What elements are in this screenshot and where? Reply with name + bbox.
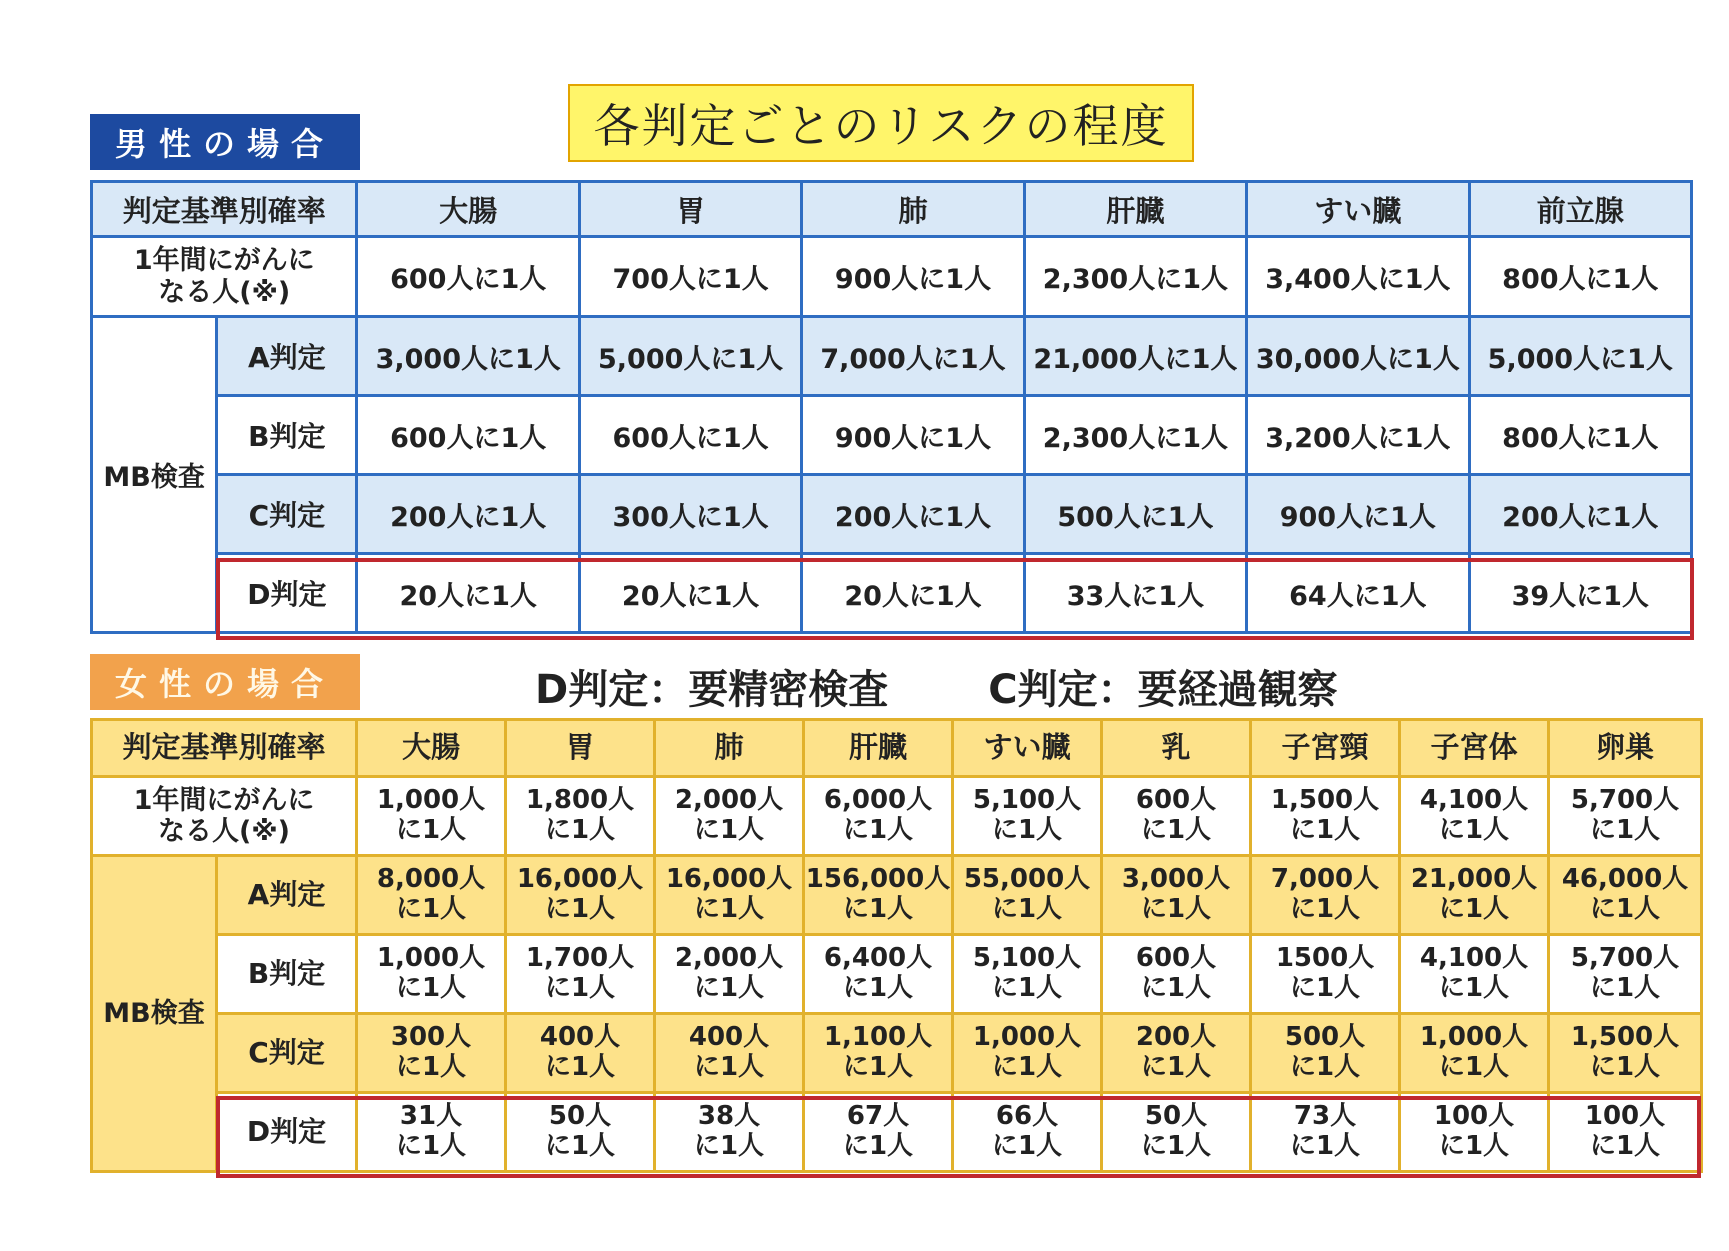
female-cell-per: に1人 [693, 973, 765, 1003]
female-col-header: 肺 [655, 720, 804, 777]
female-col-header: 乳 [1102, 720, 1251, 777]
male-col-header: 胃 [579, 182, 801, 237]
male-section-tag: 男性の場合 [90, 114, 360, 170]
female-cell-count: 16,000人 [665, 864, 793, 895]
female-cell-count: 38人 [697, 1101, 761, 1132]
male-col-header: 肺 [802, 182, 1024, 237]
male-cell: 2,300人に1人 [1024, 396, 1246, 475]
female-cell-per: に1人 [1438, 894, 1510, 924]
female-cell-count: 1,000人 [972, 1022, 1082, 1053]
female-cell-count: 500人 [1284, 1022, 1366, 1053]
female-cell-count: 50人 [548, 1101, 612, 1132]
female-cell-count: 4,100人 [1419, 785, 1529, 816]
female-cell-count: 2,000人 [674, 785, 784, 816]
female-cell [655, 1093, 804, 1172]
male-cell: 33人に1人 [1024, 554, 1246, 633]
female-cell-count: 100人 [1433, 1101, 1515, 1132]
male-baseline-cell: 2,300人に1人 [1024, 237, 1246, 317]
female-cell [357, 1093, 506, 1172]
female-cell-count: 55,000人 [963, 864, 1091, 895]
female-cell-count: 1500人 [1275, 943, 1375, 974]
grade-legend [535, 658, 1435, 714]
female-cell-per: に1人 [395, 973, 467, 1003]
female-cell [655, 856, 804, 935]
female-col-header: 子宮頸 [1251, 720, 1400, 777]
female-cell-count: 6,400人 [823, 943, 933, 974]
female-cell-count: 4,100人 [1419, 943, 1529, 974]
female-cell [357, 935, 506, 1014]
female-cell-count: 1,000人 [376, 785, 486, 816]
female-cell-per: に1人 [1140, 1052, 1212, 1082]
female-cell-per: に1人 [693, 1131, 765, 1161]
female-cell [1102, 935, 1251, 1014]
male-grade-label: D判定 [217, 554, 357, 633]
female-cell-count: 600人 [1135, 943, 1217, 974]
female-baseline-label [92, 777, 357, 856]
female-baseline-cell [655, 777, 804, 856]
male-cell: 20人に1人 [357, 554, 579, 633]
male-grade-label: B判定 [217, 396, 357, 475]
male-col-header: 前立腺 [1469, 182, 1691, 237]
female-cell-count: 46,000人 [1561, 864, 1689, 895]
male-cell: 900人に1人 [1247, 475, 1469, 554]
female-cell-per: に1人 [544, 815, 616, 845]
female-cell [1251, 856, 1400, 935]
female-cell [506, 1093, 655, 1172]
male-cell: 200人に1人 [802, 475, 1024, 554]
female-cell [1549, 856, 1702, 935]
female-cell-count: 1,800人 [525, 785, 635, 816]
male-cell: 800人に1人 [1469, 396, 1691, 475]
male-corner-header: 判定基準別確率 [92, 182, 357, 237]
female-cell-count: 5,700人 [1570, 943, 1680, 974]
female-cell [506, 1014, 655, 1093]
female-cell-per: に1人 [1438, 815, 1510, 845]
female-cell-count: 1,500人 [1270, 785, 1380, 816]
male-cell: 5,000人に1人 [579, 317, 801, 396]
female-cell-per: に1人 [1289, 1131, 1361, 1161]
female-cell-per: に1人 [1589, 1131, 1661, 1161]
female-cell-per: に1人 [395, 894, 467, 924]
female-cell-per: に1人 [395, 1052, 467, 1082]
female-cell-per: に1人 [991, 894, 1063, 924]
female-baseline-label-line2: なる人(※) [158, 816, 290, 847]
female-cell [1549, 1093, 1702, 1172]
female-grade-label: D判定 [217, 1093, 357, 1172]
female-baseline-cell [953, 777, 1102, 856]
female-grade-label: B判定 [217, 935, 357, 1014]
female-cell-per: に1人 [1438, 1131, 1510, 1161]
female-col-header: 胃 [506, 720, 655, 777]
male-cell: 200人に1人 [1469, 475, 1691, 554]
female-cell-count: 66人 [995, 1101, 1059, 1132]
female-cell-count: 156,000人 [805, 864, 951, 895]
female-cell [804, 1014, 953, 1093]
male-cell: 20人に1人 [802, 554, 1024, 633]
female-cell-per: に1人 [842, 1131, 914, 1161]
female-cell-per: に1人 [1140, 815, 1212, 845]
female-cell-per: に1人 [544, 973, 616, 1003]
male-risk-table [90, 180, 1693, 634]
female-cell-per: に1人 [842, 973, 914, 1003]
female-cell [1102, 1014, 1251, 1093]
female-cell-per: に1人 [1438, 1052, 1510, 1082]
page-title: 各判定ごとのリスクの程度 [568, 84, 1194, 162]
female-cell-count: 400人 [539, 1022, 621, 1053]
female-cell-per: に1人 [991, 973, 1063, 1003]
male-baseline-label [92, 237, 357, 317]
female-cell [953, 1093, 1102, 1172]
female-cell-per: に1人 [544, 1131, 616, 1161]
female-col-header: 卵巣 [1549, 720, 1702, 777]
female-cell-count: 31人 [399, 1101, 463, 1132]
male-baseline-label-line1: 1年間にがんに [133, 245, 315, 277]
female-cell-count: 300人 [390, 1022, 472, 1053]
male-cell: 20人に1人 [579, 554, 801, 633]
male-col-header: すい臓 [1247, 182, 1469, 237]
female-col-header: 子宮体 [1400, 720, 1549, 777]
female-cell [1251, 1014, 1400, 1093]
female-grade-label: A判定 [217, 856, 357, 935]
female-cell-per: に1人 [1589, 815, 1661, 845]
male-col-header: 肝臓 [1024, 182, 1246, 237]
male-cell: 21,000人に1人 [1024, 317, 1246, 396]
female-col-header: 肝臓 [804, 720, 953, 777]
male-cell: 64人に1人 [1247, 554, 1469, 633]
female-cell-count: 67人 [846, 1101, 910, 1132]
female-cell-count: 100人 [1584, 1101, 1666, 1132]
female-cell-per: に1人 [1589, 1052, 1661, 1082]
female-cell [1251, 935, 1400, 1014]
female-cell-per: に1人 [544, 894, 616, 924]
female-cell-count: 5,700人 [1570, 785, 1680, 816]
female-cell-count: 1,000人 [376, 943, 486, 974]
female-cell-count: 16,000人 [516, 864, 644, 895]
female-cell [1400, 1093, 1549, 1172]
female-cell-count: 1,000人 [1419, 1022, 1529, 1053]
female-cell-count: 400人 [688, 1022, 770, 1053]
female-cell-count: 5,100人 [972, 943, 1082, 974]
female-cell-per: に1人 [1589, 894, 1661, 924]
female-mb-label: MB検査 [92, 856, 217, 1172]
female-cell-per: に1人 [991, 815, 1063, 845]
female-cell [357, 856, 506, 935]
male-cell: 39人に1人 [1469, 554, 1691, 633]
female-cell-per: に1人 [1289, 894, 1361, 924]
female-baseline-cell [357, 777, 506, 856]
female-cell-per: に1人 [395, 1131, 467, 1161]
female-grade-label: C判定 [217, 1014, 357, 1093]
female-cell [655, 935, 804, 1014]
female-cell-per: に1人 [842, 815, 914, 845]
male-cell: 30,000人に1人 [1247, 317, 1469, 396]
female-cell-count: 1,100人 [823, 1022, 933, 1053]
female-cell-per: に1人 [544, 1052, 616, 1082]
female-cell-count: 2,000人 [674, 943, 784, 974]
female-cell-per: に1人 [1289, 815, 1361, 845]
female-cell-count: 7,000人 [1270, 864, 1380, 895]
female-cell-per: に1人 [1140, 1131, 1212, 1161]
female-col-header: 大腸 [357, 720, 506, 777]
male-cell: 500人に1人 [1024, 475, 1246, 554]
female-cell [506, 856, 655, 935]
female-cell-per: に1人 [1140, 894, 1212, 924]
female-cell-per: に1人 [1289, 973, 1361, 1003]
male-mb-label: MB検査 [92, 317, 217, 633]
male-cell: 5,000人に1人 [1469, 317, 1691, 396]
female-cell-per: に1人 [693, 894, 765, 924]
female-cell-per: に1人 [1140, 973, 1212, 1003]
female-cell-count: 73人 [1293, 1101, 1357, 1132]
female-cell-per: に1人 [1438, 973, 1510, 1003]
female-cell [953, 1014, 1102, 1093]
legend-c: C判定：要経過観察 [988, 666, 1338, 713]
female-baseline-cell [506, 777, 655, 856]
female-cell-per: に1人 [991, 1052, 1063, 1082]
male-cell: 900人に1人 [802, 396, 1024, 475]
male-baseline-cell: 800人に1人 [1469, 237, 1691, 317]
male-cell: 600人に1人 [357, 396, 579, 475]
female-cell-count: 21,000人 [1410, 864, 1538, 895]
female-cell-per: に1人 [1289, 1052, 1361, 1082]
female-cell-count: 1,500人 [1570, 1022, 1680, 1053]
female-cell [804, 935, 953, 1014]
male-baseline-cell: 900人に1人 [802, 237, 1024, 317]
male-cell: 600人に1人 [579, 396, 801, 475]
female-cell [1400, 1014, 1549, 1093]
female-cell [1549, 1014, 1702, 1093]
female-cell-count: 600人 [1135, 785, 1217, 816]
female-cell [1400, 856, 1549, 935]
female-cell-count: 6,000人 [823, 785, 933, 816]
male-baseline-cell: 700人に1人 [579, 237, 801, 317]
female-cell [1102, 1093, 1251, 1172]
female-risk-table [90, 718, 1703, 1173]
female-cell [953, 856, 1102, 935]
male-cell: 7,000人に1人 [802, 317, 1024, 396]
female-cell [953, 935, 1102, 1014]
female-cell-per: に1人 [842, 894, 914, 924]
male-baseline-label-line2: なる人(※) [158, 276, 291, 308]
female-baseline-cell [804, 777, 953, 856]
female-baseline-cell [1251, 777, 1400, 856]
female-baseline-cell [1400, 777, 1549, 856]
male-col-header: 大腸 [357, 182, 579, 237]
female-corner-header: 判定基準別確率 [92, 720, 357, 777]
female-baseline-cell [1102, 777, 1251, 856]
female-cell [1251, 1093, 1400, 1172]
female-cell [506, 935, 655, 1014]
female-cell [1549, 935, 1702, 1014]
female-cell-per: に1人 [693, 815, 765, 845]
male-cell: 200人に1人 [357, 475, 579, 554]
male-baseline-cell: 600人に1人 [357, 237, 579, 317]
female-cell-per: に1人 [1589, 973, 1661, 1003]
female-cell-count: 8,000人 [376, 864, 486, 895]
male-cell: 300人に1人 [579, 475, 801, 554]
female-cell-count: 5,100人 [972, 785, 1082, 816]
female-cell [1102, 856, 1251, 935]
female-cell-per: に1人 [991, 1131, 1063, 1161]
male-baseline-cell: 3,400人に1人 [1247, 237, 1469, 317]
female-cell-per: に1人 [693, 1052, 765, 1082]
female-cell-per: に1人 [842, 1052, 914, 1082]
female-baseline-cell [1549, 777, 1702, 856]
female-cell-count: 200人 [1135, 1022, 1217, 1053]
female-cell [804, 1093, 953, 1172]
female-cell-count: 3,000人 [1121, 864, 1231, 895]
female-section-tag: 女性の場合 [90, 654, 360, 710]
female-cell [357, 1014, 506, 1093]
female-cell-per: に1人 [395, 815, 467, 845]
female-cell [804, 856, 953, 935]
legend-d: D判定：要精密検査 [535, 666, 889, 713]
male-cell: 3,200人に1人 [1247, 396, 1469, 475]
female-cell-count: 50人 [1144, 1101, 1208, 1132]
female-cell [1400, 935, 1549, 1014]
female-cell [655, 1014, 804, 1093]
male-grade-label: C判定 [217, 475, 357, 554]
female-baseline-label-line1: 1年間にがんに [133, 784, 315, 816]
male-cell: 3,000人に1人 [357, 317, 579, 396]
male-grade-label: A判定 [217, 317, 357, 396]
female-col-header: すい臓 [953, 720, 1102, 777]
female-cell-count: 1,700人 [525, 943, 635, 974]
